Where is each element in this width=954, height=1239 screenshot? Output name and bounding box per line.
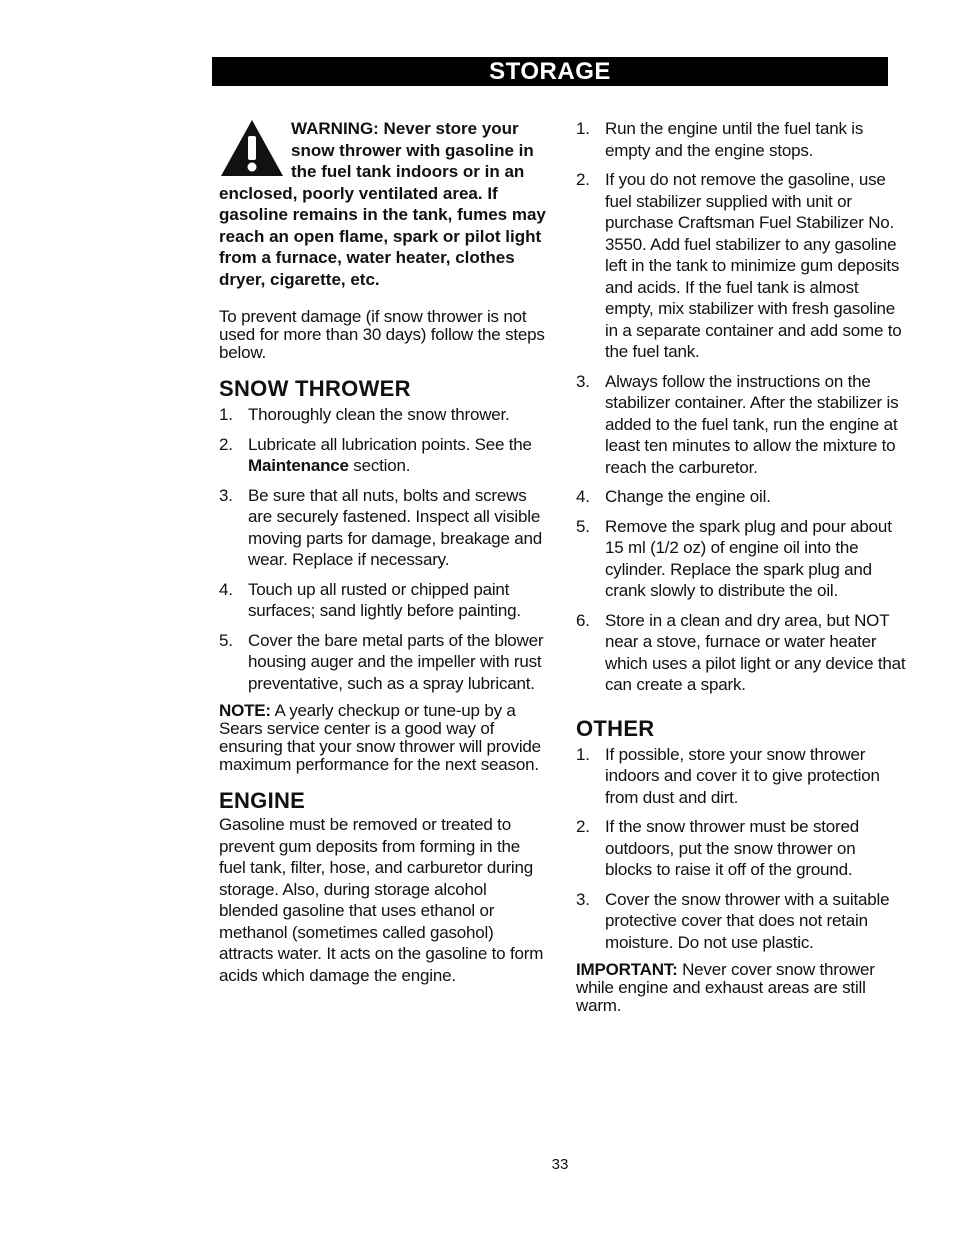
list-item: 4. Change the engine oil. <box>576 487 771 506</box>
list-item: 2. If you do not remove the gasoline, use fuel stabilizer supplied with unit or purchase Craftsman Fuel Stabilizer No. 3550. Add fuel stabilizer to any gasoline left in the tank to minimize gum deposits and acids. If the fuel tank is almost empty, mix stabilizer with fresh gasoline in a separate container and add some to the fuel tank. <box>576 170 902 361</box>
warning-triangle-icon <box>219 118 285 180</box>
maintenance-ref: Maintenance <box>248 456 349 475</box>
banner-title: STORAGE <box>489 57 611 85</box>
list-item: 5. Remove the spark plug and pour about 15 ml (1/2 oz) of engine oil into the cylinder. Replace the spark plug and crank slowly to distribute the oil. <box>576 516 892 600</box>
snow-thrower-heading: SNOW THROWER <box>219 376 411 401</box>
list-item: 1. Run the engine until the fuel tank is empty and the engine stops. <box>576 119 864 160</box>
list-item: 3. Be sure that all nuts, bolts and screws are securely fastened. Inspect all visible moving parts for damage, breakage and wear. Replace if necessary. <box>219 485 543 569</box>
note-label: NOTE: <box>219 701 271 720</box>
list-item: 3. Always follow the instructions on the stabilizer container. After the stabilizer is added to the fuel tank, run the engine at least ten minutes to allow the mixture to reach the carburetor. <box>576 371 899 477</box>
note-paragraph: NOTE: A yearly checkup or tune-up by a Sears service center is a good way of ensuring that your snow thrower will provide maximum performance for the next season. <box>219 701 541 774</box>
list-item: 2. If the snow thrower must be stored outdoors, put the snow thrower on blocks to raise it off of the ground. <box>576 817 859 879</box>
warning-text: WARNING: Never store your snow thrower with gasoline in the fuel tank indoors or in an enclosed, poorly ventilated area. If gasoline remains in the tank, fumes may reach an open flame, spark or pilot light from a furnace, water heater, clothes dryer, cigarette, etc. <box>219 119 546 289</box>
other-heading: OTHER <box>576 715 655 741</box>
page-number: 33 <box>551 1156 569 1173</box>
list-item: 6. Store in a clean and dry area, but NOT near a stove, furnace or water heater which uses a pilot light or any device that can create a spark. <box>576 610 906 694</box>
warning-block <box>219 118 549 290</box>
list-item: 1. If possible, store your snow thrower indoors and cover it to give protection from dust and dirt. <box>576 744 880 807</box>
snow-thrower-steps <box>219 404 549 694</box>
list-item: 5. Cover the bare metal parts of the blower housing auger and the impeller with rust preventative, such as a spray lubricant. <box>219 630 544 693</box>
left-column <box>219 118 549 986</box>
list-item: 2. Lubricate all lubrication points. See the Maintenance section. <box>219 434 532 475</box>
engine-text: Gasoline must be removed or treated to prevent gum deposits from forming in the fuel tank, filter, hose, and carburetor during storage. Also, during storage alcohol blended gasoline that uses ethanol or methanol (sometimes called gasohol) attracts water. It acts on the gasoline to form acids which damage the engine. <box>219 815 544 985</box>
important-label: IMPORTANT: <box>576 960 678 979</box>
section-banner <box>212 57 888 86</box>
important-paragraph: IMPORTANT: Never cover snow thrower while engine and exhaust areas are still warm. <box>576 960 875 1015</box>
list-item: 4. Touch up all rusted or chipped paint surfaces; sand lightly before painting. <box>219 579 521 620</box>
right-column <box>576 118 906 1015</box>
list-item: 3. Cover the snow thrower with a suitable protective cover that does not retain moisture. Do not use plastic. <box>576 889 890 952</box>
intro-text: To prevent damage (if snow thrower is not used for more than 30 days) follow the steps below. <box>219 307 545 362</box>
engine-heading: ENGINE <box>219 788 306 813</box>
list-item: 1. Thoroughly clean the snow thrower. <box>219 405 510 424</box>
engine-steps <box>576 118 906 696</box>
other-steps <box>576 744 906 954</box>
